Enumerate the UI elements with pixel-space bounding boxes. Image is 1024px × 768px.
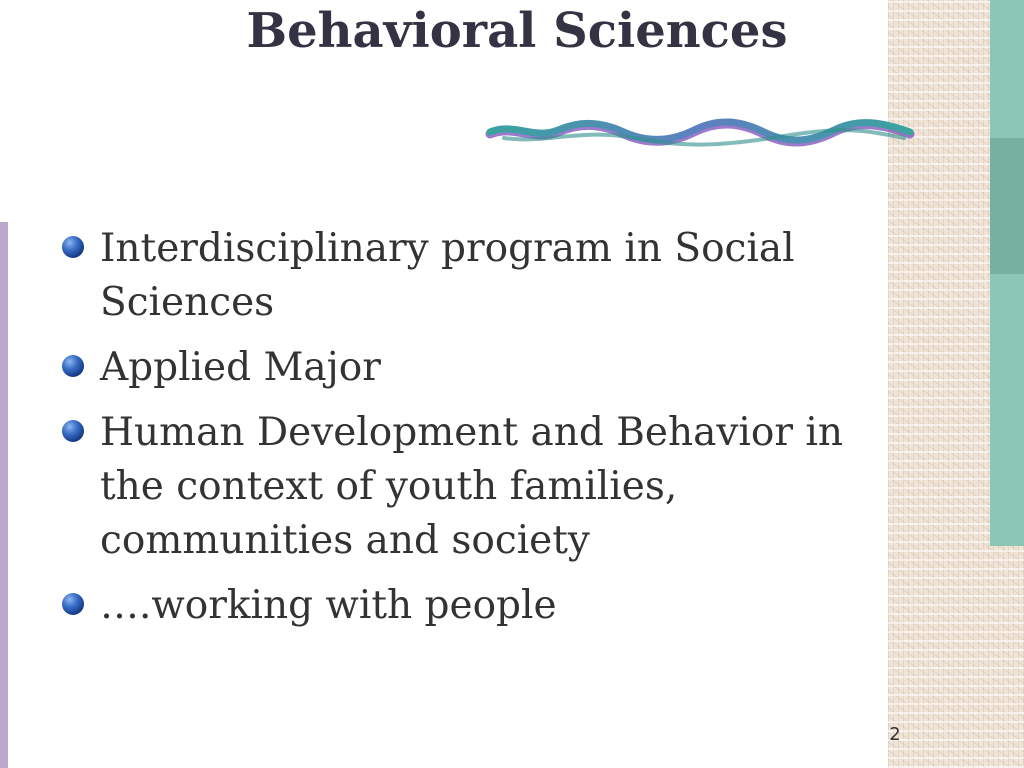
- bullet-item: [62, 406, 922, 568]
- bullet-item: [62, 222, 922, 330]
- blue-sphere-bullet-icon: [62, 420, 84, 442]
- bullet-item: [62, 341, 922, 395]
- bullet-line: the context of youth families,: [100, 464, 678, 509]
- bullet-line: Interdisciplinary program in Social: [100, 226, 795, 271]
- slide-title: Behavioral Sciences: [246, 3, 788, 59]
- blue-sphere-bullet-icon: [62, 355, 84, 377]
- bullet-line: Sciences: [100, 280, 275, 325]
- blue-sphere-bullet-icon: [62, 236, 84, 258]
- bullet-list: [62, 222, 922, 644]
- bullet-item: [62, 579, 922, 633]
- bullet-line: Applied Major: [100, 345, 381, 390]
- teal-accent-strip-middle: [990, 138, 1024, 274]
- left-accent-bar: [0, 222, 8, 768]
- bullet-line: Human Development and Behavior in: [100, 410, 843, 455]
- teal-accent-strip-bottom: [990, 274, 1024, 546]
- blue-sphere-bullet-icon: [62, 593, 84, 615]
- bullet-line: communities and society: [100, 518, 590, 563]
- page-number: 2: [889, 724, 901, 745]
- bullet-line: ….working with people: [100, 583, 557, 628]
- wavy-divider-icon: [484, 116, 916, 154]
